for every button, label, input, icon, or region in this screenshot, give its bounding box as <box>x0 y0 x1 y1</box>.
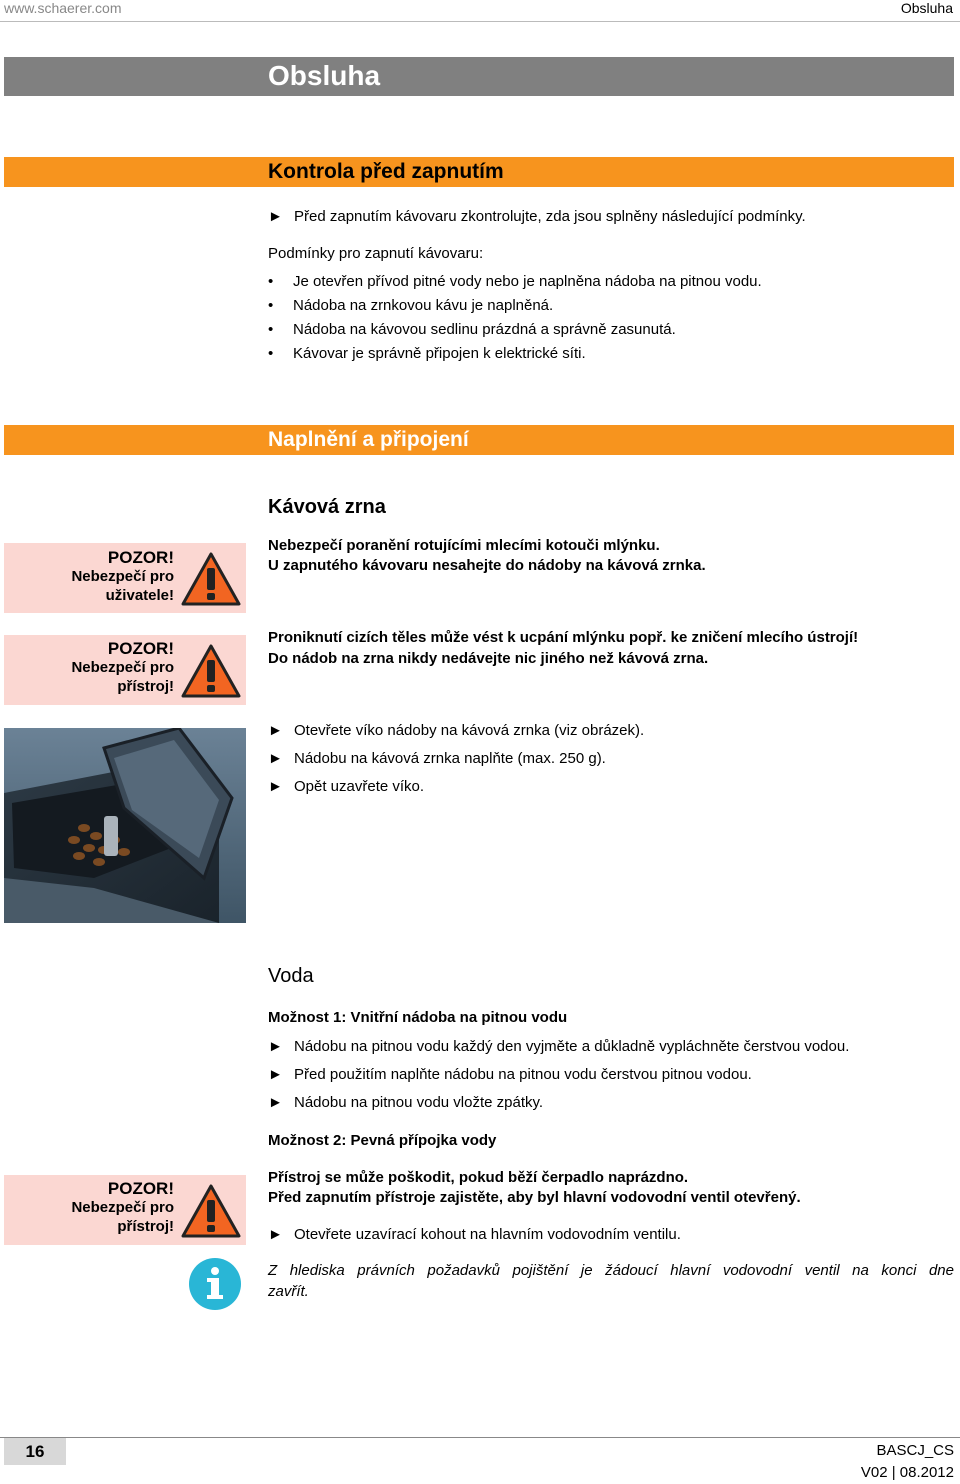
warning-text-1b: U zapnutého kávovaru nesahejte do nádoby na kávová zrnka. <box>268 557 706 574</box>
step-fill-water: ► Před použitím naplňte nádobu na pitnou vodu čerstvou pitnou vodou. <box>268 1066 752 1083</box>
page-title: Obsluha <box>268 60 381 91</box>
step-open-valve: ► Otevřete uzavírací kohout na hlavním vodovodním ventilu. <box>268 1226 681 1243</box>
title-bar <box>4 57 954 96</box>
step-insert-back: ► Nádobu na pitnou vodu vložte zpátky. <box>268 1094 544 1111</box>
section-heading-naplneni: Naplnění a připojení <box>268 428 469 451</box>
info-text-1: Z hlediska právních požadavků pojištění je žádoucí hlavní vodovodní ventil na konci dne <box>268 1262 954 1279</box>
arrow-icon: ► <box>268 1066 283 1083</box>
header-rule <box>0 21 960 22</box>
warning-box-user <box>4 543 246 613</box>
list-item: • Nádoba na zrnkovou kávu je naplněná. <box>268 297 554 314</box>
section-bar-naplneni <box>4 425 954 455</box>
arrow-icon: ► <box>268 750 283 767</box>
list-item: • Nádoba na kávovou sedlinu prázdná a správně zasunutá. <box>268 321 676 338</box>
bullet-icon: • <box>268 273 274 290</box>
warning-text-1a: Nebezpečí poranění rotujícími mlecími kotouči mlýnku. <box>268 537 660 554</box>
step-close-lid: ► Opět uzavřete víko. <box>268 778 425 795</box>
warning-label: POZOR! Nebezpečí pro přístroj! <box>71 639 174 695</box>
arrow-icon: ► <box>268 1094 283 1111</box>
step-open-lid: ► Otevřete víko nádoby na kávová zrnka (viz obrázek). <box>268 722 645 739</box>
option2-label: Možnost 2: Pevná přípojka vody <box>268 1132 497 1149</box>
bullet-icon: • <box>268 321 274 338</box>
subheading-coffee: Kávová zrna <box>268 496 386 518</box>
arrow-icon: ► <box>268 778 283 795</box>
list-item: • Kávovar je správně připojen k elektrické síti. <box>268 345 586 362</box>
option1-label: Možnost 1: Vnitřní nádoba na pitnou vodu <box>268 1009 568 1026</box>
info-icon <box>188 1257 242 1311</box>
step-check: ► Před zapnutím kávovaru zkontrolujte, zda jsou splněny následující podmínky. <box>268 208 806 225</box>
footer-rule <box>0 1437 960 1438</box>
arrow-icon: ► <box>268 722 283 739</box>
section-heading-kontrola: Kontrola před zapnutím <box>268 160 504 183</box>
conditions-label: Podmínky pro zapnutí kávovaru: <box>268 245 484 262</box>
warning-text-2a: Proniknutí cizích těles může vést k ucpání mlýnku popř. ke zničení mlecího ústrojí! <box>268 629 859 646</box>
page-number: 16 <box>4 1438 66 1465</box>
coffee-bean-container-photo <box>4 728 246 923</box>
warning-box-device <box>4 635 246 705</box>
list-item: • Je otevřen přívod pitné vody nebo je naplněna nádoba na pitnou vodu. <box>268 273 762 290</box>
warning-label: POZOR! Nebezpečí pro přístroj! <box>71 1179 174 1235</box>
footer-code: BASCJ_CS V02 | 08.2012 <box>860 1442 954 1481</box>
warning-triangle-icon <box>180 1183 242 1239</box>
warning-triangle-icon <box>180 643 242 699</box>
warning-box-device-2 <box>4 1175 246 1245</box>
step-rinse: ► Nádobu na pitnou vodu každý den vyjměte a důkladně vypláchněte čerstvou vodou. <box>268 1038 850 1055</box>
info-text-2: zavřít. <box>268 1283 309 1300</box>
arrow-icon: ► <box>268 1038 283 1055</box>
header-section: Obsluha <box>900 0 953 16</box>
arrow-icon: ► <box>268 208 283 225</box>
warning-label: POZOR! Nebezpečí pro uživatele! <box>71 548 174 604</box>
arrow-icon: ► <box>268 1226 283 1243</box>
subheading-water: Voda <box>268 965 314 987</box>
step-fill-beans: ► Nádobu na kávová zrnka naplňte (max. 250 g). <box>268 750 606 767</box>
header-url[interactable]: www.schaerer.com <box>4 0 122 16</box>
warning-triangle-icon <box>180 551 242 607</box>
warning-text-2b: Do nádob na zrna nikdy nedávejte nic jiného než kávová zrna. <box>268 650 709 667</box>
warning-text-3b: Před zapnutím přístroje zajistěte, aby byl hlavní vodovodní ventil otevřený. <box>268 1189 801 1206</box>
bullet-icon: • <box>268 297 274 314</box>
warning-text-3a: Přístroj se může poškodit, pokud běží čerpadlo naprázdno. <box>268 1169 689 1186</box>
bullet-icon: • <box>268 345 274 362</box>
